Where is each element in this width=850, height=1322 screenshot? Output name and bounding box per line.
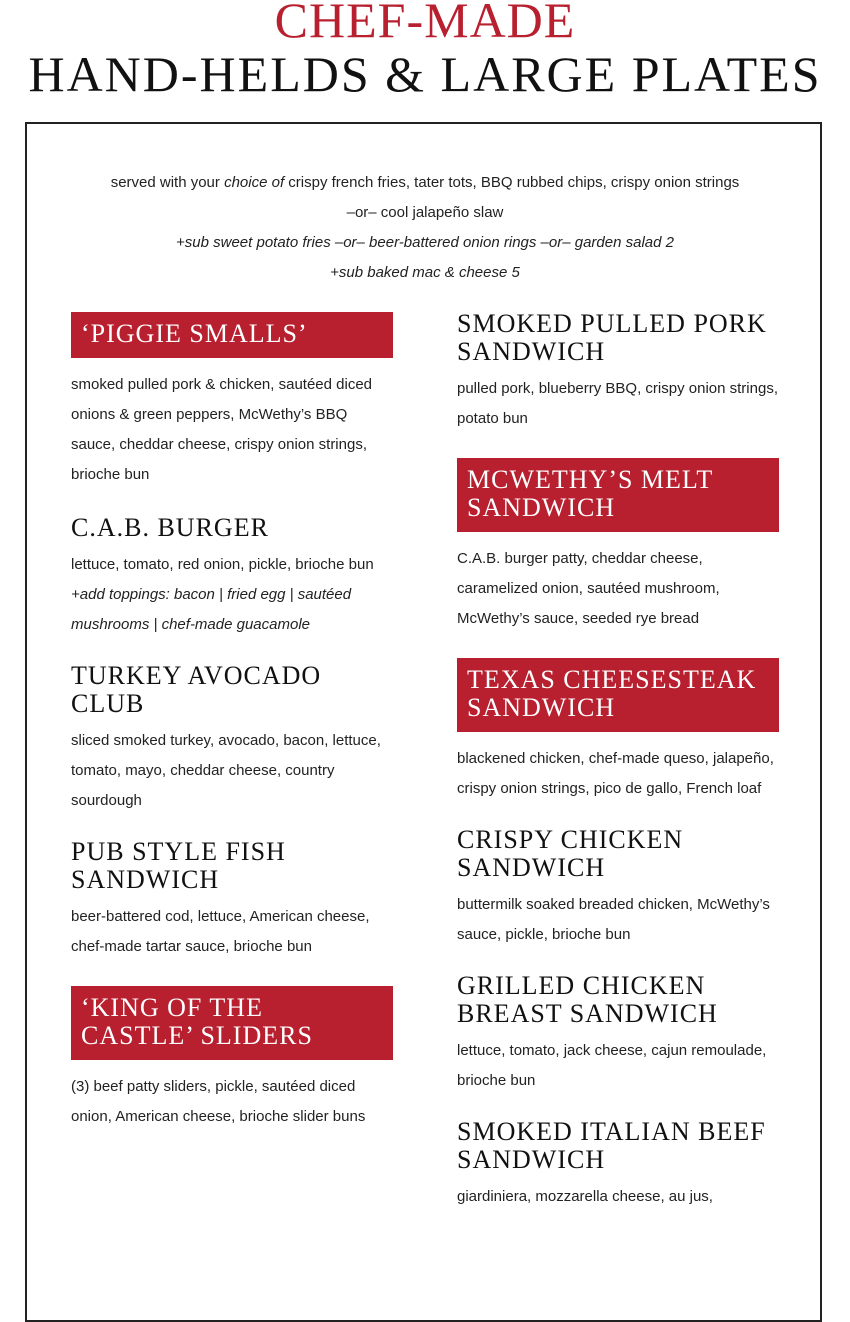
menu-item-title: SMOKED PULLED PORK SANDWICH xyxy=(457,309,767,366)
menu-item xyxy=(71,662,393,816)
menu-column-left xyxy=(71,310,393,1132)
menu-item-title: TURKEY AVOCADO CLUB xyxy=(71,661,322,718)
menu-item-description: giardiniera, mozzarella cheese, au jus, xyxy=(457,1188,713,1205)
menu-column-right xyxy=(457,310,779,1212)
menu-item-description: sliced smoked turkey, avocado, bacon, lettuce, tomato, mayo, cheddar cheese, country sourdough xyxy=(71,732,381,809)
menu-item-title: SMOKED ITALIAN BEEF SANDWICH xyxy=(457,1117,766,1174)
menu-item-title: TEXAS CHEESESTEAK SANDWICH xyxy=(457,658,779,732)
menu-item xyxy=(71,986,393,1132)
menu-item-description: C.A.B. burger patty, cheddar cheese, caramelized onion, sautéed mushroom, McWethy’s sauce, seeded rye bread xyxy=(457,550,720,627)
sub-mac-line: +sub baked mac & cheese 5 xyxy=(330,264,520,281)
menu-item xyxy=(71,514,393,640)
menu-item-title: ‘PIGGIE SMALLS’ xyxy=(71,312,393,358)
menu-item xyxy=(457,826,779,950)
sub-options-line: +sub sweet potato fries –or– beer-battered onion rings –or– garden salad 2 xyxy=(176,234,674,251)
menu-item xyxy=(71,838,393,962)
menu-item xyxy=(457,1118,779,1212)
sides-line-2: –or– cool jalapeño slaw xyxy=(346,204,504,221)
menu-item xyxy=(457,458,779,634)
menu-item-description: smoked pulled pork & chicken, sautéed diced onions & green peppers, McWethy’s BBQ sauce, cheddar cheese, crispy onion strings, brioche bun xyxy=(71,376,373,483)
sides-line-1: served with your choice of crispy french fries, tater tots, BBQ rubbed chips, crispy onion strings xyxy=(110,174,740,191)
menu-title-top: CHEF-MADE xyxy=(274,0,576,48)
menu-item-description: lettuce, tomato, red onion, pickle, brioche bun xyxy=(71,556,374,573)
menu-item-description: (3) beef patty sliders, pickle, sautéed diced onion, American cheese, brioche slider buns xyxy=(71,1078,366,1125)
menu-item xyxy=(457,972,779,1096)
menu-item xyxy=(71,312,393,490)
menu-item-title: ‘KING OF THE CASTLE’ SLIDERS xyxy=(71,986,393,1060)
menu-item-addon: +add toppings: bacon | fried egg | sautéed mushrooms | chef-made guacamole xyxy=(71,586,352,633)
menu-item-title: GRILLED CHICKEN BREAST SANDWICH xyxy=(457,971,718,1028)
menu-item-title: PUB STYLE FISH SANDWICH xyxy=(71,837,286,894)
menu-item xyxy=(457,310,779,434)
menu-item-description: blackened chicken, chef-made queso, jalapeño, crispy onion strings, pico de gallo, French loaf xyxy=(457,750,774,797)
menu-item-description: buttermilk soaked breaded chicken, McWethy’s sauce, pickle, brioche bun xyxy=(457,896,770,943)
menu-item-title: CRISPY CHICKEN SANDWICH xyxy=(457,825,684,882)
menu-item-title: MCWETHY’S MELT SANDWICH xyxy=(457,458,779,532)
menu-item-title: C.A.B. BURGER xyxy=(71,513,269,542)
menu-item-description: pulled pork, blueberry BBQ, crispy onion strings, potato bun xyxy=(457,380,778,427)
menu-item-description: lettuce, tomato, jack cheese, cajun remoulade, brioche bun xyxy=(457,1042,767,1089)
menu-item-description: beer-battered cod, lettuce, American cheese, chef-made tartar sauce, brioche bun xyxy=(71,908,370,955)
menu-title-main: HAND-HELDS & LARGE PLATES xyxy=(28,46,822,102)
menu-item xyxy=(457,658,779,804)
